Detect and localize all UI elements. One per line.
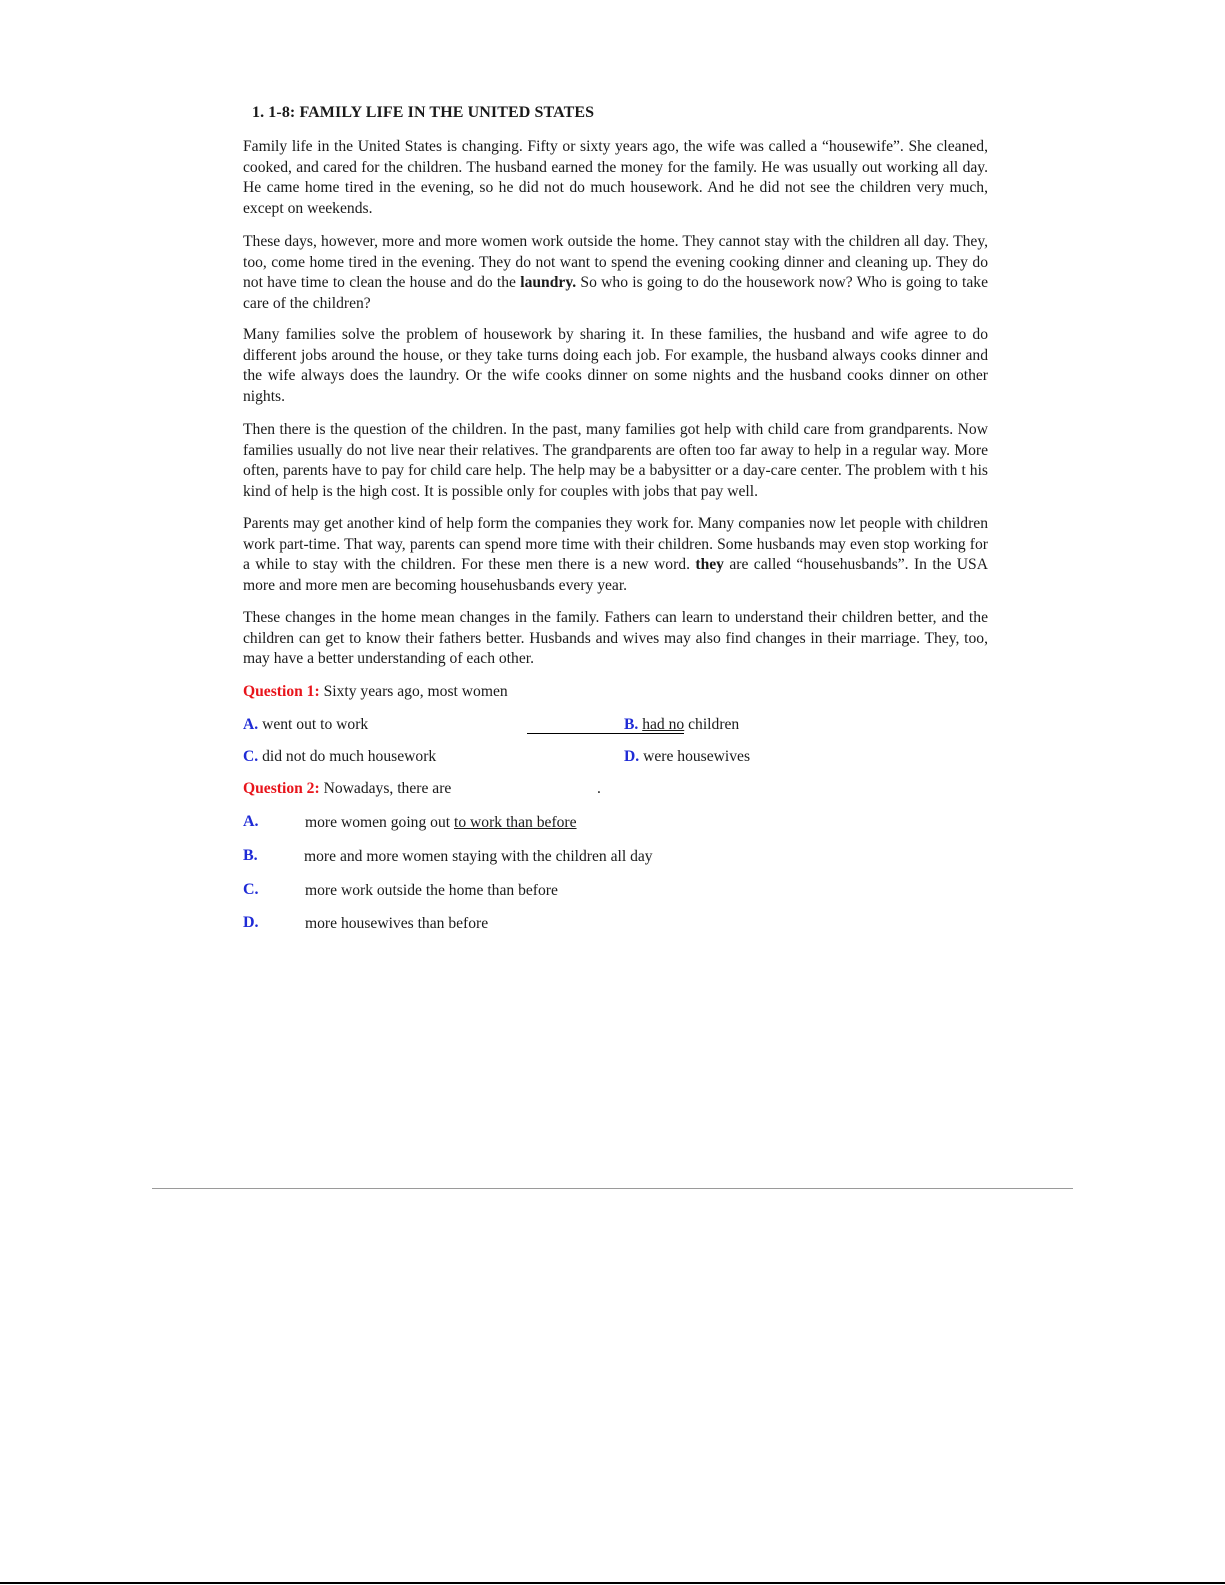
paragraph-3: Many families solve the problem of housework by sharing it. In these families, the husband and wife agree to do different jobs around the house, or they take turns doing each job. For example, the husband always cooks dinner and the wife always does the laundry. Or the wife cooks dinner on some nights and the husband cooks dinner on other nights. bbox=[243, 326, 988, 405]
paragraph-5-text-a: Parents may get another kind of help form the companies they work for. Many companies now let people with children work part-time. That way, parents can spend more time with their children. Some husbands may even stop working for a while to stay with the children. For these men there is a new word. bbox=[243, 515, 988, 573]
option-text-underlined: had no bbox=[642, 716, 685, 733]
question-1-label: Question 1: bbox=[243, 683, 320, 700]
paragraph-5-bold-word: they bbox=[695, 556, 724, 573]
question-2-label: Question 2: bbox=[243, 780, 320, 797]
paragraph-5-text-b: are called “househusbands”. In the USA more and more men are becoming househusbands every year. bbox=[243, 556, 988, 594]
question-2-option-b-text[interactable]: more and more women staying with the children all day bbox=[304, 848, 653, 865]
question-1-option-c[interactable] bbox=[243, 748, 436, 766]
option-text-underlined: to work than before bbox=[454, 814, 577, 831]
option-letter: C. bbox=[243, 748, 259, 765]
question-2-stem bbox=[243, 780, 451, 798]
page-bottom-border bbox=[0, 1582, 1225, 1584]
paragraph-1: Family life in the United States is changing. Fifty or sixty years ago, the wife was called a “housewife”. She cleaned, cooked, and cared for the children. The husband earned the money for the family. He was usually out working all day. He came home tired in the evening, so he did not do much housework. And he did not see the children very much, except on weekends. bbox=[243, 138, 988, 217]
question-2-option-b-letter[interactable]: B. bbox=[243, 847, 258, 864]
question-1-text: Sixty years ago, most women bbox=[323, 683, 508, 700]
question-2-text: Nowadays, there are bbox=[323, 780, 452, 797]
question-1-option-d[interactable] bbox=[624, 748, 750, 766]
option-text: more women going out bbox=[305, 814, 454, 831]
paragraph-6: These changes in the home mean changes in the family. Fathers can learn to understand their children better, and the children can get to know their fathers better. Husbands and wives may also find changes in their marriage. They, too, may have a better understanding of each other. bbox=[243, 609, 988, 667]
question-2-option-d-letter[interactable]: D. bbox=[243, 914, 259, 931]
paragraph-2-bold-word: laundry. bbox=[520, 274, 577, 291]
option-letter: B. bbox=[624, 716, 639, 733]
paragraph-5 bbox=[243, 514, 988, 596]
footer-divider bbox=[152, 1188, 1073, 1189]
option-letter: D. bbox=[624, 748, 640, 765]
paragraph-2-text-b: So who is going to do the housework now? Who is going to take care of the children? bbox=[243, 274, 988, 312]
question-1-option-b[interactable] bbox=[624, 716, 739, 734]
option-text: did not do much housework bbox=[262, 748, 437, 765]
question-2-option-c-letter[interactable]: C. bbox=[243, 881, 259, 898]
question-2-option-c-text[interactable]: more work outside the home than before bbox=[305, 882, 558, 899]
option-letter: A. bbox=[243, 716, 259, 733]
paragraph-2-text-a: These days, however, more and more women work outside the home. They cannot stay with the children all day. They, too, come home tired in the evening. They do not want to spend the evening cooking dinner and cleaning up. They do not have time to clean the house and do the bbox=[243, 233, 988, 291]
paragraph-2 bbox=[243, 232, 988, 314]
paragraph-4: Then there is the question of the children. In the past, many families got help with child care from grandparents. Now families usually do not live near their relatives. The grandparents are often too far away to help in a regular way. More often, parents have to pay for child care help. The help may be a babysitter or a day-care center. The problem with t his kind of help is the high cost. It is possible only for couples with jobs that pay well. bbox=[243, 421, 988, 500]
option-text: children bbox=[684, 716, 740, 733]
question-2-option-a-text[interactable] bbox=[305, 814, 577, 832]
option-text: were housewives bbox=[643, 748, 751, 765]
question-2-option-d-text[interactable]: more housewives than before bbox=[305, 915, 489, 932]
option-text: went out to work bbox=[262, 716, 369, 733]
question-2-stem-end: . bbox=[597, 780, 601, 797]
section-heading: 1. 1-8: FAMILY LIFE IN THE UNITED STATES bbox=[252, 104, 595, 121]
question-1-stem bbox=[243, 683, 508, 701]
question-2-option-a-letter[interactable]: A. bbox=[243, 813, 259, 830]
question-1-option-a[interactable] bbox=[243, 716, 368, 734]
